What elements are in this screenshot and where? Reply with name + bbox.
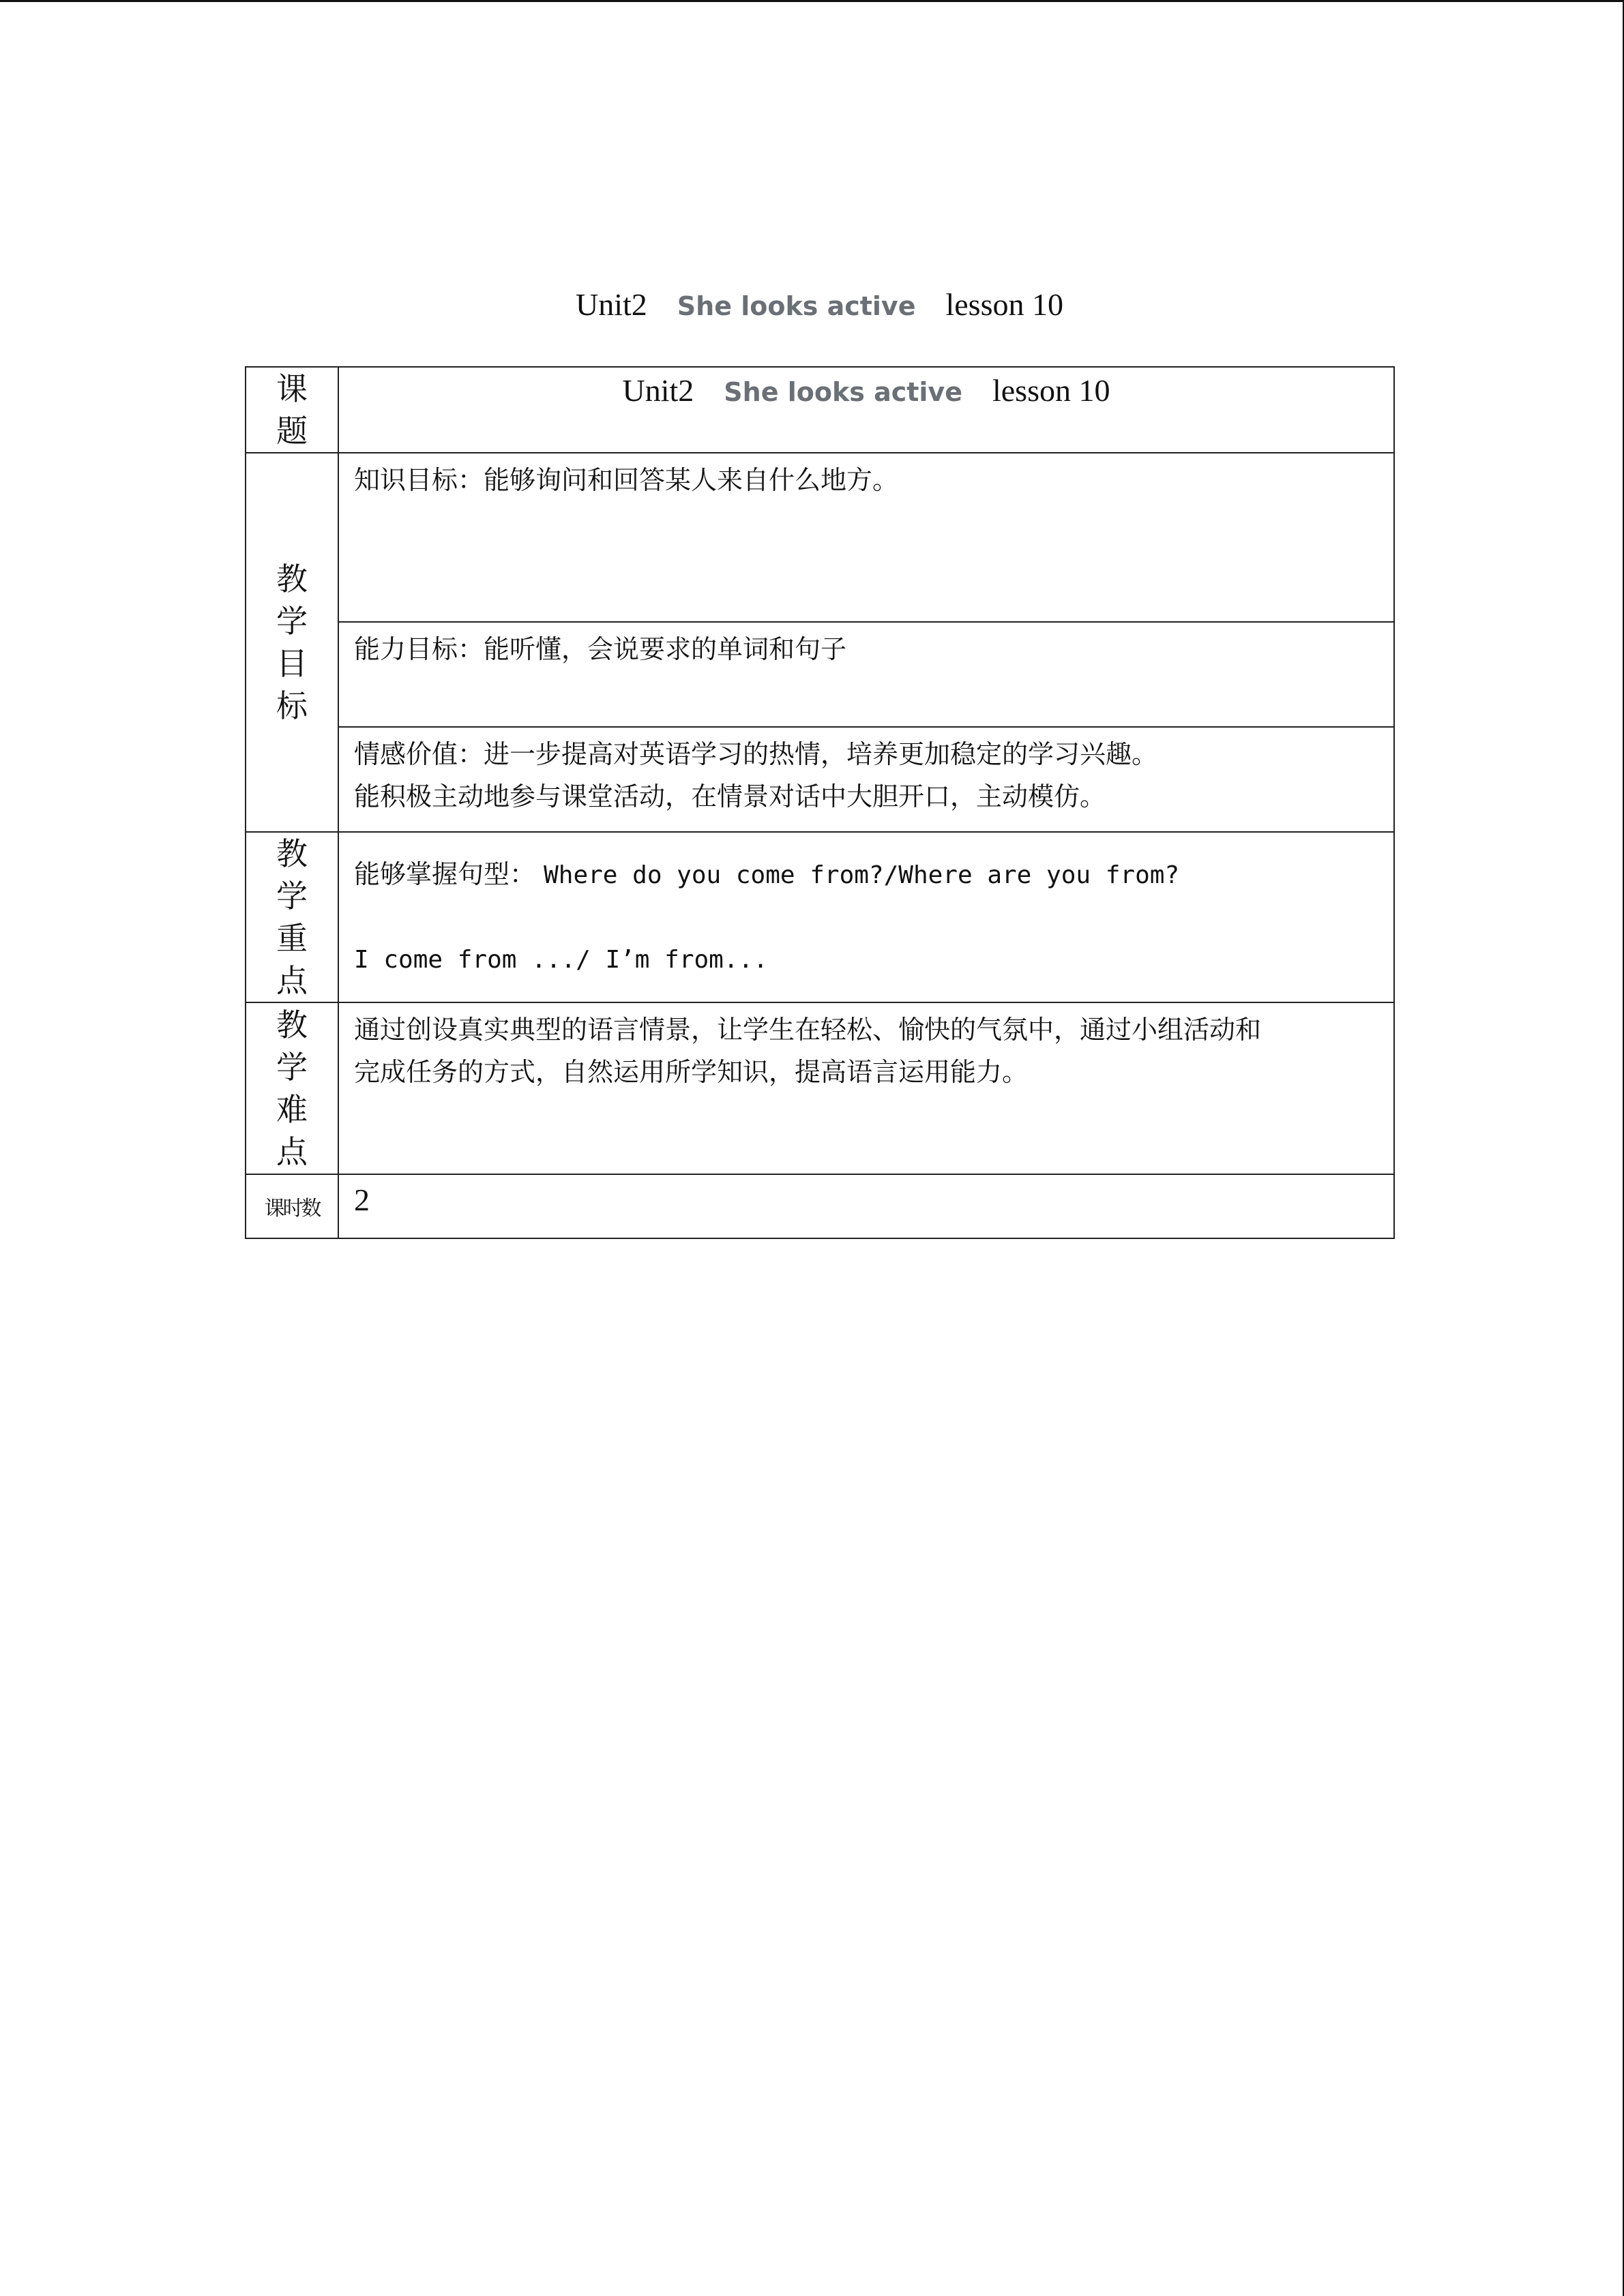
emotion-objective: 情感价值：进一步提高对英语学习的热情，培养更加稳定的学习兴趣。 能积极主动地参与课堂活动，在情景对话中大胆开口，主动模仿。 <box>338 727 1394 832</box>
title-main: She looks active <box>677 291 916 321</box>
topic-title: She looks active <box>724 377 962 407</box>
class-hours-value: 2 <box>338 1174 1394 1238</box>
title-lesson: lesson 10 <box>945 287 1063 322</box>
page-top-border <box>0 0 1624 2</box>
row-ability-objective <box>246 622 1394 727</box>
lesson-plan-table <box>245 366 1395 1239</box>
topic-value <box>338 367 1394 453</box>
ability-objective: 能力目标：能听懂，会说要求的单词和句子 <box>338 622 1394 727</box>
label-key-points: 教 学 重 点 <box>246 832 338 1002</box>
key-points-prefix: 能够掌握句型： <box>354 859 536 889</box>
label-topic: 课 题 <box>246 367 338 453</box>
label-difficulties: 教 学 难 点 <box>246 1002 338 1174</box>
key-sentence-1: Where do you come from?/Where are you from? <box>544 861 1180 889</box>
row-emotion-objective <box>246 727 1394 832</box>
knowledge-objective: 知识目标：能够询问和回答某人来自什么地方。 <box>338 453 1394 622</box>
label-objectives: 教 学 目 标 <box>246 453 338 832</box>
row-key-points <box>246 832 1394 1002</box>
label-class-hours: 课时数 <box>246 1174 338 1238</box>
document-title <box>246 281 1393 329</box>
row-class-hours <box>246 1174 1394 1238</box>
difficulties-content: 通过创设真实典型的语言情景，让学生在轻松、愉快的气氛中，通过小组活动和 完成任务的方式，自然运用所学知识，提高语言运用能力。 <box>338 1002 1394 1174</box>
row-knowledge-objective <box>246 453 1394 622</box>
topic-unit: Unit2 <box>622 373 694 408</box>
key-sentence-2: I come from .../ I’m from... <box>354 946 768 974</box>
title-unit: Unit2 <box>576 287 647 322</box>
key-points-content <box>338 832 1394 1002</box>
topic-lesson: lesson 10 <box>992 373 1110 408</box>
row-topic <box>246 367 1394 453</box>
row-difficulties <box>246 1002 1394 1174</box>
